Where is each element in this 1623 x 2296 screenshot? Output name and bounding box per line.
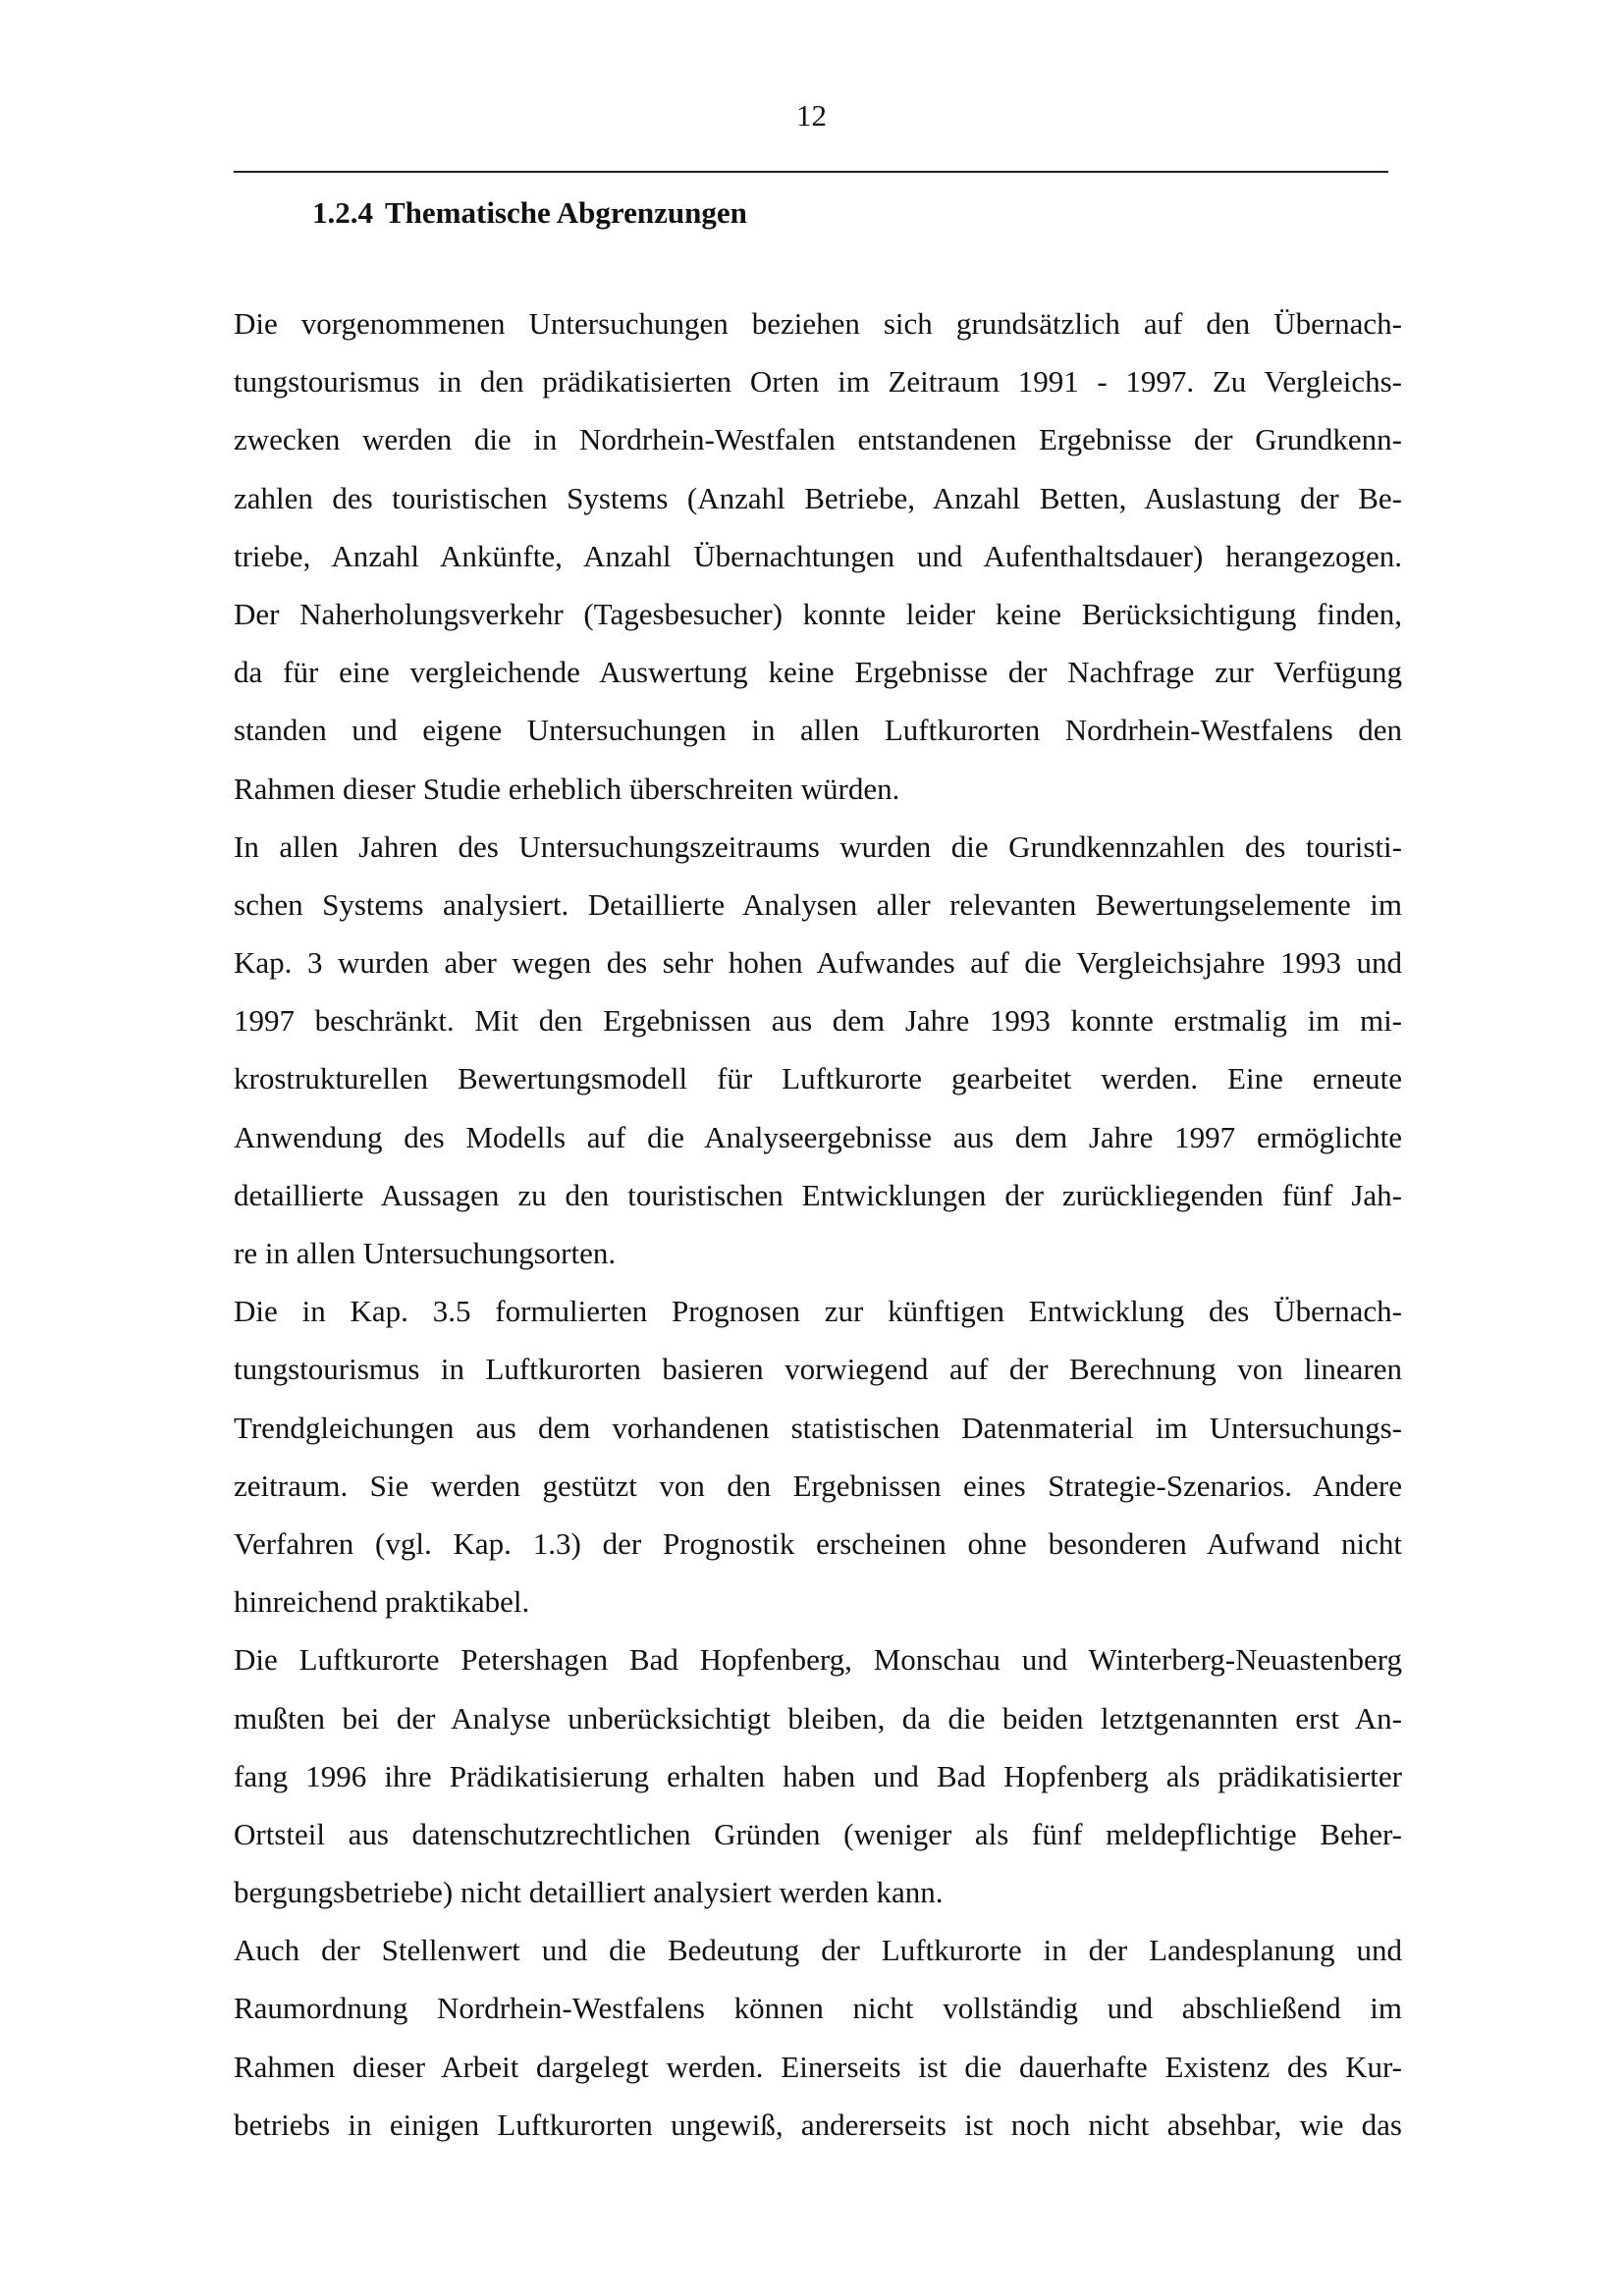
text-line: triebe, Anzahl Ankünfte, Anzahl Übernachtungen und Aufenthaltsdauer) herangezogen. <box>234 538 1402 573</box>
text-line: Trendgleichungen aus dem vorhandenen statistischen Datenmaterial im Untersuchungs- <box>234 1410 1402 1445</box>
text-line: tungstourismus in Luftkurorten basieren vorwiegend auf der Berechnung von linearen <box>234 1352 1402 1387</box>
text-line: Rahmen dieser Arbeit dargelegt werden. Einerseits ist die dauerhafte Existenz des Kur- <box>234 2049 1402 2084</box>
text-line: Die vorgenommenen Untersuchungen beziehen sich grundsätzlich auf den Übernach- <box>234 306 1402 341</box>
text-line: Der Naherholungsverkehr (Tagesbesucher) konnte leider keine Berücksichtigung finden, <box>234 596 1402 631</box>
text-line: detaillierte Aussagen zu den touristischen Entwicklungen der zurückliegenden fünf Jah- <box>234 1177 1402 1212</box>
text-line: 1997 beschränkt. Mit den Ergebnissen aus dem Jahre 1993 konnte erstmalig im mi- <box>234 1003 1402 1039</box>
text-line: re in allen Untersuchungsorten. <box>234 1236 617 1270</box>
text-line: Auch der Stellenwert und die Bedeutung der Luftkurorte in der Landesplanung und <box>234 1933 1402 1968</box>
text-line: standen und eigene Untersuchungen in allen Luftkurorten Nordrhein-Westfalens den <box>234 713 1402 748</box>
text-line: Raumordnung Nordrhein-Westfalens können nicht vollständig und abschließend im <box>234 1991 1402 2026</box>
text-line: Anwendung des Modells auf die Analyseergebnisse aus dem Jahre 1997 ermöglichte <box>234 1119 1402 1154</box>
text-line: zwecken werden die in Nordrhein-Westfalen entstandenen Ergebnisse der Grundkenn- <box>234 422 1402 457</box>
text-line: betriebs in einigen Luftkurorten ungewiß, andererseits ist noch nicht absehbar, wie das <box>234 2107 1402 2142</box>
text-line: Verfahren (vgl. Kap. 1.3) der Prognostik erscheinen ohne besonderen Aufwand nicht <box>234 1525 1402 1561</box>
text-line: schen Systems analysiert. Detaillierte Analysen aller relevanten Bewertungselemente im <box>234 886 1402 922</box>
body-text <box>234 294 1402 2154</box>
section-number: 1.2.4 <box>312 195 373 230</box>
text-line: mußten bei der Analyse unberücksichtigt bleiben, da die beiden letztgenannten erst An- <box>234 1700 1402 1735</box>
text-line: tungstourismus in den prädikatisierten Orten im Zeitraum 1991 - 1997. Zu Vergleichs- <box>234 364 1402 400</box>
text-line: bergungsbetriebe) nicht detailliert analysiert werden kann. <box>234 1875 944 1910</box>
text-line: Kap. 3 wurden aber wegen des sehr hohen Aufwandes auf die Vergleichsjahre 1993 und <box>234 945 1402 981</box>
text-line: hinreichend praktikabel. <box>234 1584 530 1620</box>
text-line: Die in Kap. 3.5 formulierten Prognosen zur künftigen Entwicklung des Übernach- <box>234 1294 1402 1329</box>
text-line: In allen Jahren des Untersuchungszeitraums wurden die Grundkennzahlen des touristi- <box>234 828 1402 864</box>
text-line: Ortsteil aus datenschutzrechtlichen Gründen (weniger als fünf meldepflichtige Beher- <box>234 1816 1402 1851</box>
text-line: krostrukturellen Bewertungsmodell für Luftkurorte gearbeitet werden. Eine erneute <box>234 1061 1402 1096</box>
text-line: zahlen des touristischen Systems (Anzahl Betriebe, Anzahl Betten, Auslastung der Be- <box>234 480 1402 515</box>
text-line: Rahmen dieser Studie erheblich überschreiten würden. <box>234 771 900 806</box>
text-line: zeitraum. Sie werden gestützt von den Ergebnissen eines Strategie-Szenarios. Andere <box>234 1468 1402 1503</box>
section-title: Thematische Abgrenzungen <box>385 195 747 230</box>
header-rule <box>234 171 1388 173</box>
text-line: da für eine vergleichende Auswertung keine Ergebnisse der Nachfrage zur Verfügung <box>234 655 1402 690</box>
page-number: 12 <box>796 98 827 133</box>
text-line: fang 1996 ihre Prädikatisierung erhalten haben und Bad Hopfenberg als prädikatisierter <box>234 1758 1402 1793</box>
section-heading <box>312 192 747 234</box>
text-line: Die Luftkurorte Petershagen Bad Hopfenberg, Monschau und Winterberg-Neuastenberg <box>234 1642 1402 1678</box>
